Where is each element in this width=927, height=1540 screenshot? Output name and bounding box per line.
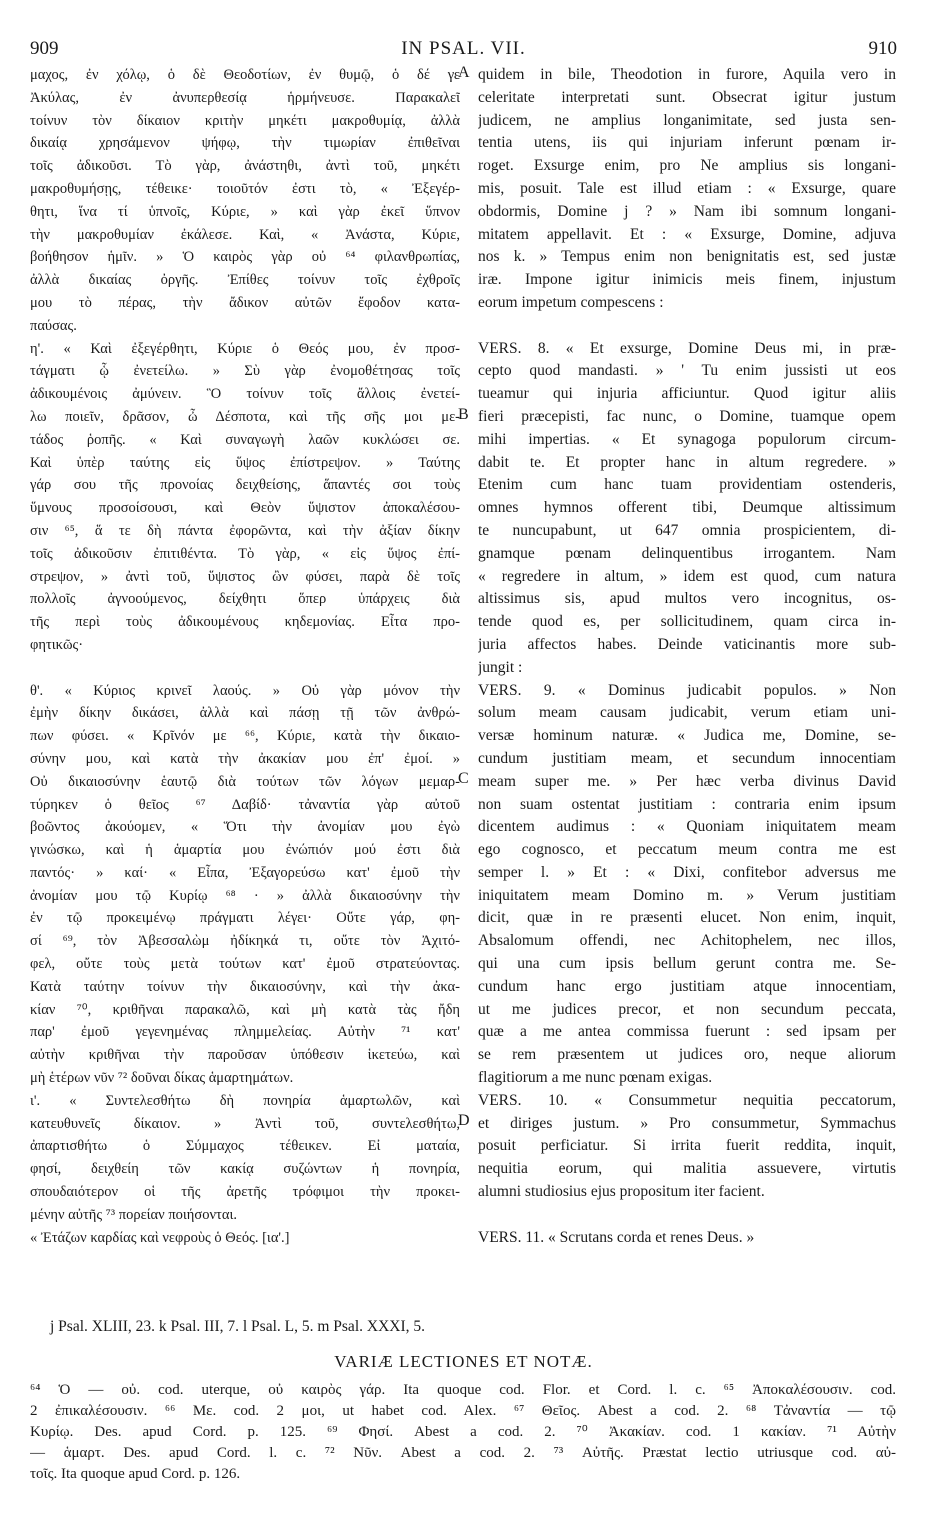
greek-text-line: ὕμνους προσοίσουσι, καὶ Θεὸν ὕψιστον ἀποκαλέσου- [30,500,460,517]
greek-text-line: κατευθυνεῖς δίκαιον. » Ἀντὶ τοῦ, συντελεσθήτω, [30,1115,460,1132]
latin-text-line: posuit perficiatur. Si irrita fuerit reddita, inquit, [478,1137,896,1155]
greek-text-line: δικαίᾳ χρησάμενον ψήφῳ, τὴν τιμωρίαν ἐπιθεῖναι [30,135,460,152]
greek-text-line: θητι, ἵνα τί ὑπνοῖς, Κύριε, » καὶ γὰρ ἐκεῖ ὕπνον [30,203,460,220]
latin-text-line: meam super me. » Per hæc verba divinus David [478,772,896,790]
greek-text-line: παύσας. [30,317,77,334]
greek-text-line: στρεψον, » ἀντὶ τοῦ, ὕψιστος ὢν φύσει, παρὰ δὲ τοῖς [30,568,460,585]
greek-text-line: τοίνυν τὸν δίκαιον κριτὴν μηκέτι μακροθυμίᾳ, ἀλλὰ [30,112,460,129]
latin-text-line: iræ. Impone igitur inimicis meis finem, injustum [478,271,896,289]
greek-text-line: Οὐ δικαιοσύνην ἑαυτῷ διὰ τούτων τῶν λόγων μεμαρ- [30,773,460,790]
notes-title: VARIÆ LECTIONES ET NOTÆ. [334,1352,593,1371]
greek-text-line: τοῖς ἀδικοῦσι. Τὸ γὰρ, ἀνάστηθι, ἀντὶ τοῦ, μηκέτι [30,158,460,175]
page-number-left: 909 [30,38,59,59]
greek-text-line: μαχος, ἐν χόλῳ, ὁ δὲ Θεοδοτίων, ἐν θυμῷ, ὁ δέ γε [30,67,460,83]
greek-text-line: ἀδικουμένοις ἀμύνειν. Ὃ τοίνυν τοῖς ἄλλοις ἐνετεί- [30,386,460,403]
latin-text-line: omnes hymnos offerent tibi, Deumque altissimum [478,499,896,517]
greek-text-line: αὐτὴν κριθῆναι τὴν παροῦσαν ὑπόθεσιν ἱκετεύω, καὶ [30,1047,460,1064]
latin-text-line: alumni studiosius ejus propositum iter facient. [478,1183,765,1201]
latin-text-line: roget. Exsurge enim, pro Ne amplius sis longani- [478,157,896,175]
note-line: — ἁμαρτ. Des. apud Cord. l. c. ⁷² Νῦν. Abest a cod. 2. ⁷³ Αὐτῆς. Præstat lectio utriusque cod. αὐ- [30,1445,896,1461]
note-line: Κυρίῳ. Des. apud Cord. p. 125. ⁶⁹ Φησί. Abest a cod. 2. ⁷⁰ Ἀκακίαν. cod. 1 κακίαν. ⁷¹ Αὐτὴν [30,1424,896,1440]
greek-text-line: πων φύσει. « Κρῖνόν με ⁶⁶, Κύριε, κατὰ τὴν δικαιο- [30,728,460,745]
latin-text-line: flagitiorum a me nunc pœnam exigas. [478,1069,713,1087]
page-number-right: 910 [868,38,897,59]
latin-text-line: quæ a me antea commissa fuerunt : sed ipsam per [478,1023,896,1041]
latin-text-line: non suam ostentat justitiam : contraria enim ipsum [478,795,896,813]
latin-text-line: nequitia eorum, qui malitia assuevere, virtutis [478,1160,896,1178]
greek-text-line: Ἀκύλας, ἐν ἀνυπερθεσίᾳ ἡρμήνευσε. Παρακαλεῖ [30,89,460,106]
latin-text-line: mihi impertias. « Et synagoga populorum circum- [478,430,896,448]
latin-text-line: iniquitatem meam Domino m. » Verum justitiam [478,886,896,904]
latin-text-line: versæ hominum naturæ. « Judica me, Domine, se- [478,727,896,745]
latin-text-line: qui una cum ipsis bellum gerunt contra me. Se- [478,955,896,973]
greek-text-line: ἀλλὰ δικαίας ὀργῆς. Ἐπίθες τοίνυν τοῖς ἐχθροῖς [30,272,460,289]
latin-text-line: cundum justitiam meam, et secundum innocentiam [478,749,896,767]
note-line: 2 ἐπικαλέσουσιν. ⁶⁶ Με. cod. 2 μοι, ut habet cod. Alex. ⁶⁷ Θεῖος. Abest a cod. 2. ⁶⁸ Τἀναντία — τῷ [30,1403,896,1419]
latin-text-line: judicem, ne amplius longanimitate, sed justa sen- [478,111,896,129]
latin-text-line: ut me judices precor, et non secundum peccata, [478,1000,896,1018]
greek-text-line: τοῖς ἀδικοῦσιν ἐπιτιθέντα. Τὸ γὰρ, « εἰς ὕψος ἐπί- [30,545,460,562]
scripture-references: j Psal. XLIII, 23. k Psal. III, 7. l Psal. L, 5. m Psal. XXXI, 5. [50,1318,425,1335]
latin-text-line: tende quod es, per sollicitudinem, quam circa in- [478,613,896,631]
greek-text-line: τῆς περὶ τοὺς ἀδικουμένους κηδεμονίας. Εἶτα προ- [30,614,460,631]
greek-text-line: μένην αὐτῆς ⁷³ πορείαν ποιήσονται. [30,1206,237,1223]
greek-text-line: μου τὸ πέρας, τὴν ἄδικον αὐτῶν ἔφοδον κατα- [30,294,460,311]
greek-text-line: Καὶ ὑπὲρ ταύτης εἰς ὕψος ἐπίστρεψον. » Ταύτης [30,454,460,471]
latin-text-line: nos k. » Tempus enim non benignitatis est, sed justæ [478,248,896,266]
latin-text-line: celeritate interpretati sunt. Obsecrat igitur justum [478,88,896,106]
greek-text-line: ι'. « Συντελεσθήτω δὴ πονηρία ἁμαρτωλῶν, καὶ [30,1092,460,1109]
latin-text-line: tentia utens, iis qui injuriam inferunt pœnam ir- [478,134,896,152]
greek-text-line: τάγματι ᾧ ἐνετείλω. » Σὺ γὰρ ἐνομοθέτησας τοῖς [30,363,460,380]
latin-text-line: solum meam causam judicabit, verum etiam uni- [478,704,896,722]
greek-text-line: ἐμὴν δίκην δικάσει, ἀλλὰ καὶ πάσῃ τῇ τῶν ἀνθρώ- [30,705,460,722]
margin-letter-d: D [458,1112,470,1129]
latin-text-line: dabit te. Et propter hanc in altum regredere. » [478,453,896,471]
latin-text-line: ego cognosco, et peccatum meum contra me est [478,841,896,859]
greek-text-line: σύνην μου, καὶ κατὰ τὴν ἀκακίαν μου ἐπ' ἐμοί. » [30,750,460,767]
greek-text-line: η'. « Καὶ ἐξεγέρθητι, Κύριε ὁ Θεός μου, ἐν προσ- [30,340,460,357]
note-line: τοῖς. Ita quoque apud Cord. p. 126. [30,1466,241,1482]
latin-text-line: se rem præsentem ut judices oro, neque aliorum [478,1046,896,1064]
latin-text-line: VERS. 11. « Scrutans corda et renes Deus. » [478,1228,755,1246]
greek-text-line [30,657,460,680]
greek-text-line: « Ἐτάζων καρδίας καὶ νεφροὺς ὁ Θεός. [ια'.] [30,1229,290,1246]
greek-text-line: τὴν μακροθυμίαν ἐκάλεσε. Καὶ, « Ἀνάστα, Κύριε, [30,226,460,243]
latin-text-line: obdormis, Domine j ? » Nam ibi somnum longani- [478,202,896,220]
variant-readings-notes [30,1380,896,1485]
greek-text-line: φητικῶς· [30,636,84,653]
greek-text-line: θ'. « Κύριος κρινεῖ λαούς. » Οὐ γὰρ μόνον τὴν [30,682,460,699]
latin-text-line: juria affectos habes. Deinde vaticinantis more sub- [478,635,896,653]
margin-letter-c: C [458,770,469,787]
greek-text-line: σί ⁶⁹, τὸν Ἀβεσσαλὼμ ἠδίκηκά τι, οὔτε τὸν Ἀχιτό- [30,933,460,950]
greek-text-line: βοήθησον ἡμῖν. » Ὁ καιρὸς γὰρ οὐ ⁶⁴ φιλανθρωπίας, [30,249,460,266]
greek-text-line: σιν ⁶⁵, ἅ τε δὴ πάντα ἐφορῶντα, καὶ τὴν ἀξίαν δίκην [30,522,460,539]
latin-text-line: te nuncupabunt, ut 647 omnia prospicientem, di- [478,521,896,539]
latin-text-line: fieri præcepisti, fac nunc, o Domine, tuamque opem [478,407,896,425]
greek-text-line: ἀνομίαν μου τῷ Κυρίῳ ⁶⁸ · » ἀλλὰ δικαιοσύνην τὴν [30,887,460,904]
greek-text-line: κίαν ⁷⁰, κριθῆναι παρακαλῶ, καὶ μὴ κατὰ τὰς ἤδη [30,1001,460,1018]
greek-text-line: τύρηκεν ὁ θεῖος ⁶⁷ Δαβίδ· τἀναντία γὰρ αὐτοῦ [30,796,460,813]
greek-text-line: μακροθυμήσῃς, τέθεικε· τοιοῦτόν ἐστι τὸ, « Ἐξεγέρ- [30,180,460,197]
greek-text-line: ἐν τῷ προκειμένῳ πράγματι λέγει· Οὔτε γάρ, φη- [30,910,460,927]
latin-text-line: VERS. 9. « Dominus judicabit populos. » Non [478,681,896,699]
greek-text-line: φελ, οὔτε τοὺς μετὰ τούτων κατ' ἐμοῦ στρατεύοντας. [30,956,460,973]
greek-text-line: μὴ ἑτέρων νῦν ⁷² δοῦναι δίκας ἁμαρτημάτων. [30,1070,294,1087]
greek-text-line: γινώσκω, καὶ ἡ ἁμαρτία μου ἐνώπιόν μού ἐστι διὰ [30,842,460,859]
greek-text-line: τάδος ῥοπῆς. « Καὶ συναγωγὴ λαῶν κυκλώσει σε. [30,431,460,448]
greek-text-line: παντός· » καί· « Εἶπα, Ἐξαγορεύσω κατ' ἐμοῦ τὴν [30,864,460,881]
greek-text-line: ἀπαρτισθήτω ὁ Σύμμαχος τέθεικεν. Εἰ ματαία, [30,1138,460,1155]
note-line: ⁶⁴ Ὁ — οὐ. cod. uterque, οὐ καιρὸς γάρ. Ita quoque cod. Flor. et Cord. l. c. ⁶⁵ Ἀποκαλέσουσιν. cod. [30,1382,896,1398]
latin-text-line [478,1204,896,1227]
latin-text-line [478,315,896,338]
greek-text-line: σπουδαιότερον οἱ τῆς ἀρετῆς τρόφιμοι τὴν προκει- [30,1184,460,1201]
latin-text-line: mis, posuit. Tale est illud etiam : « Exsurge, quare [478,179,896,197]
latin-text-line: jungit : [478,658,523,676]
latin-text-column [478,64,896,1249]
greek-text-line: παρ' ἐμοῦ γεγενημένας πλημμελείας. Αὐτὴν ⁷¹ κατ' [30,1024,460,1041]
greek-text-line: φησί, δειχθείη τῶν κακίᾳ συζώντων ἡ πονηρία, [30,1161,460,1178]
latin-text-line: VERS. 10. « Consummetur nequitia peccatorum, [478,1091,896,1109]
latin-text-line: gnamque pœnam delinquentibus irrogantem. Nam [478,544,896,562]
latin-text-line: VERS. 8. « Et exsurge, Domine Deus mi, in præ- [478,339,896,357]
greek-text-line: πολλοῖς ἀγνοούμενος, δείχθητι ὅπερ ὑπάρχεις διὰ [30,591,460,608]
latin-text-line: mitatem appellavit. Et : « Exsurge, Domine, adjuva [478,225,896,243]
greek-text-line: Κατὰ ταύτην τοίνυν τὴν δικαιοσύνην, καὶ τὴν ἀκα- [30,978,460,995]
latin-text-line: semper l. » Et : « Dixi, confitebor adversus me [478,863,896,881]
latin-text-line: eorum impetum compescens : [478,293,664,311]
latin-text-line: « regredere in altum, » idem est quod, cum natura [478,567,896,585]
latin-text-line: cundum hanc ergo justitiam atque innocentiam, [478,977,896,995]
greek-text-line: γάρ σου τῆς προνοίας δειχθείσης, ἅπαντές σοι τοὺς [30,477,460,494]
latin-text-line: Etenim cum hanc tuam providentiam ostenderis, [478,476,896,494]
latin-text-line: tueamur qui injuria afficiuntur. Quod igitur aliis [478,385,896,403]
latin-text-line: Absalomum offendi, nec Achitophelem, nec illos, [478,932,896,950]
latin-text-line: cepto quod mandasti. » ' Tu enim jussisti ut eos [478,362,896,380]
running-title: IN PSAL. VII. [401,38,526,59]
greek-text-column [30,64,460,1249]
latin-text-line: et diriges justum. » Pro consummetur, Symmachus [478,1114,896,1132]
greek-text-line: βοῶντος ἀκούομεν, « Ὅτι τὴν ἀνομίαν μου ἐγὼ [30,819,460,836]
latin-text-line: altissimus sis, apud multos vero incognitus, os- [478,590,896,608]
margin-letter-b: B [458,406,469,423]
latin-text-line: dicentem audimus : « Quoniam iniquitatem meam [478,818,896,836]
latin-text-line: dicit, quæ in re præsenti elucet. Non enim, inquit, [478,909,896,927]
latin-text-line: quidem in bile, Theodotion in furore, Aquila vero in [478,66,896,83]
greek-text-line: λω ποιεῖν, δρᾶσον, ὦ Δέσποτα, καὶ τῆς σῆς μοι με- [30,408,460,425]
page-header [30,38,897,62]
margin-letter-a: A [458,64,470,81]
